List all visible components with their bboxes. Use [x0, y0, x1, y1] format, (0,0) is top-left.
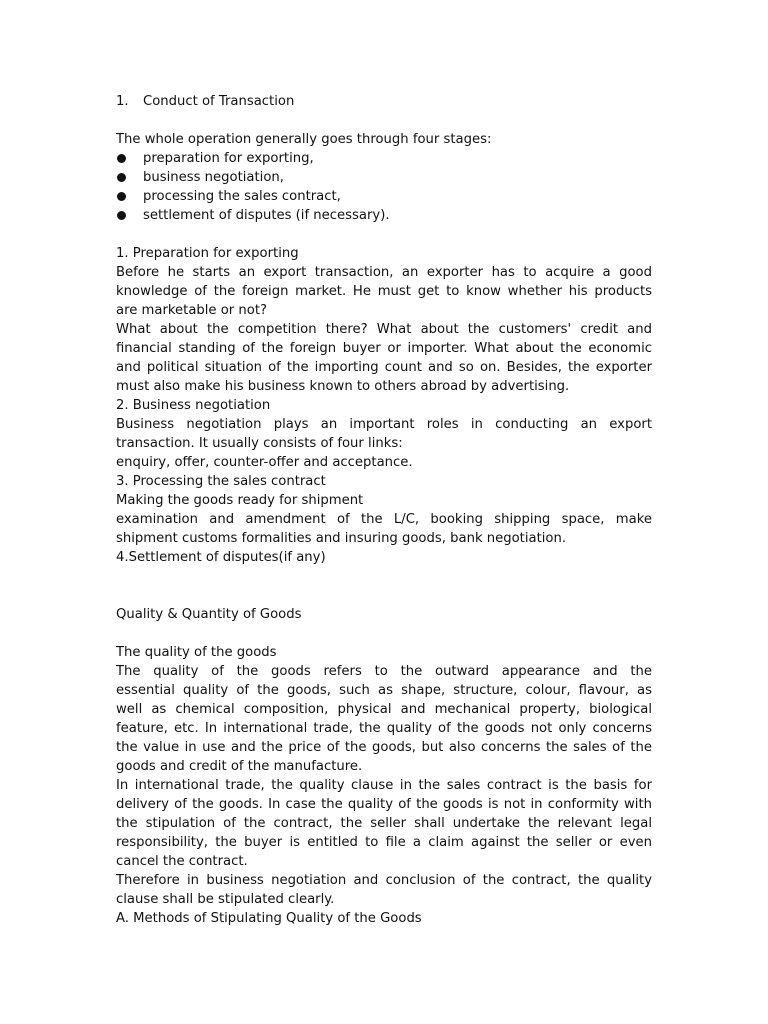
paragraph-line: examination and amendment of the L/C, booking shipping space, make — [116, 512, 652, 527]
paragraph-line: knowledge of the foreign market. He must get to know whether his products — [116, 284, 652, 299]
subheading-quality-of-goods: The quality of the goods — [116, 645, 277, 660]
list-item-text: preparation for exporting, — [143, 151, 314, 166]
section-title: Conduct of Transaction — [143, 94, 295, 109]
list-item-text: processing the sales contract, — [143, 189, 341, 204]
paragraph-line: delivery of the goods. In case the quality of the goods is not in conformity with — [116, 797, 652, 812]
paragraph-line: The quality of the goods refers to the outward appearance and the — [116, 664, 652, 679]
list-item — [116, 168, 652, 187]
paragraph-line: feature, etc. In international trade, the quality of the goods not only concerns — [116, 721, 652, 736]
paragraph-line: Making the goods ready for shipment — [116, 493, 364, 508]
bullet-icon — [117, 211, 126, 220]
paragraph-line: are marketable or not? — [116, 303, 268, 318]
stages-intro: The whole operation generally goes through four stages: — [116, 132, 492, 147]
subheading-processing: 3. Processing the sales contract — [116, 474, 326, 489]
list-item — [116, 206, 652, 225]
paragraph-line: In international trade, the quality clause in the sales contract is the basis for — [116, 778, 652, 793]
bullet-icon — [117, 154, 126, 163]
paragraph-line: What about the competition there? What about the customers' credit and — [116, 322, 652, 337]
paragraph-line: the stipulation of the contract, the seller shall undertake the relevant legal — [116, 816, 652, 831]
paragraph-line: responsibility, the buyer is entitled to file a claim against the seller or even — [116, 835, 652, 850]
section-heading-quality: Quality & Quantity of Goods — [116, 607, 302, 622]
list-item — [116, 149, 652, 168]
list-item-text: business negotiation, — [143, 170, 284, 185]
paragraph-line: cancel the contract. — [116, 854, 248, 869]
subheading-methods: A. Methods of Stipulating Quality of the Goods — [116, 911, 422, 926]
paragraph-line: and political situation of the importing count and so on. Besides, the exporter — [116, 360, 652, 375]
subheading-settlement: 4.Settlement of disputes(if any) — [116, 550, 326, 565]
subheading-negotiation: 2. Business negotiation — [116, 398, 271, 413]
paragraph-line: essential quality of the goods, such as shape, structure, colour, flavour, as — [116, 683, 652, 698]
bullet-icon — [117, 192, 126, 201]
paragraph-line: goods and credit of the manufacture. — [116, 759, 363, 774]
paragraph-line: Business negotiation plays an important roles in conducting an export — [116, 417, 652, 432]
paragraph-line: transaction. It usually consists of four links: — [116, 436, 403, 451]
paragraph-line: shipment customs formalities and insuring goods, bank negotiation. — [116, 531, 567, 546]
bullet-icon — [117, 173, 126, 182]
section-heading-conduct — [116, 92, 652, 111]
paragraph-line: financial standing of the foreign buyer or importer. What about the economic — [116, 341, 652, 356]
subheading-preparation: 1. Preparation for exporting — [116, 246, 299, 261]
paragraph-line: enquiry, offer, counter-offer and acceptance. — [116, 455, 413, 470]
paragraph-line: clause shall be stipulated clearly. — [116, 892, 335, 907]
paragraph-line: must also make his business known to others abroad by advertising. — [116, 379, 570, 394]
section-number: 1. — [116, 94, 129, 109]
paragraph-line: Before he starts an export transaction, an exporter has to acquire a good — [116, 265, 652, 280]
list-item-text: settlement of disputes (if necessary). — [143, 208, 390, 223]
paragraph-line: well as chemical composition, physical and mechanical property, biological — [116, 702, 652, 717]
document-page — [116, 92, 652, 928]
list-item — [116, 187, 652, 206]
paragraph-line: the value in use and the price of the goods, but also concerns the sales of the — [116, 740, 652, 755]
paragraph-line: Therefore in business negotiation and conclusion of the contract, the quality — [116, 873, 652, 888]
